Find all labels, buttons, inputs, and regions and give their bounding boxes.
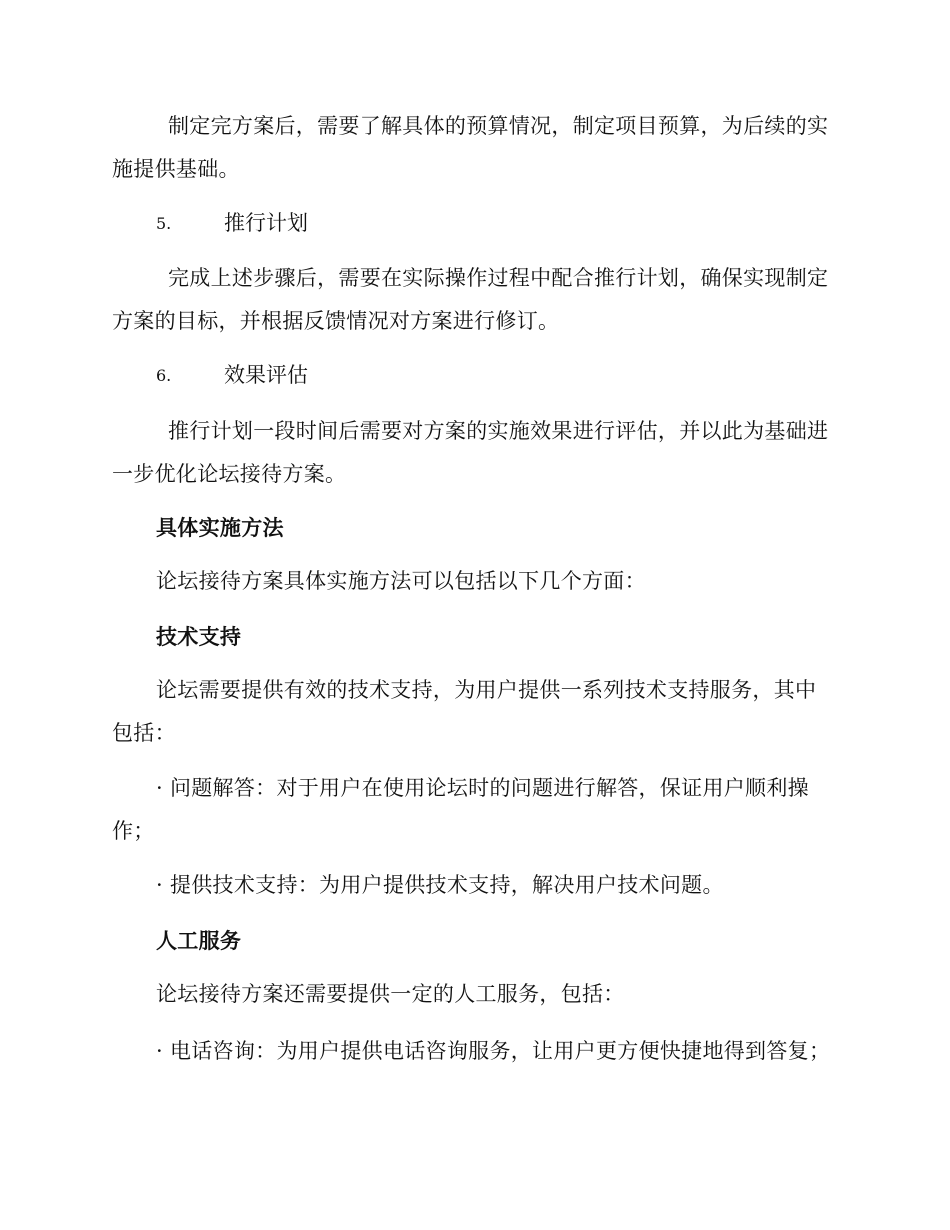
section-heading-human-service: 人工服务 bbox=[156, 929, 242, 953]
list-number: 6. bbox=[156, 366, 172, 385]
paragraph-rollout: 完成上述步骤后，需要在实际操作过程中配合推行计划，确保实现制定方案的目标，并根据反馈情况对方案进行修订。 bbox=[112, 266, 829, 333]
bullet-question-answering: · 问题解答：对于用户在使用论坛时的问题进行解答，保证用户顺利操作； bbox=[112, 776, 809, 843]
bullet-phone-consultation: · 电话咨询：为用户提供电话咨询服务，让用户更方便快捷地得到答复； bbox=[156, 1039, 831, 1063]
section-heading-implementation: 具体实施方法 bbox=[156, 516, 284, 540]
bullet-provide-tech-support: · 提供技术支持：为用户提供技术支持，解决用户技术问题。 bbox=[156, 873, 724, 897]
paragraph-budget: 制定完方案后，需要了解具体的预算情况，制定项目预算，为后续的实施提供基础。 bbox=[112, 114, 829, 181]
paragraph-implementation-intro: 论坛接待方案具体实施方法可以包括以下几个方面： bbox=[156, 569, 646, 593]
numbered-heading-5 bbox=[156, 202, 832, 245]
list-label: 推行计划 bbox=[224, 211, 308, 235]
paragraph-evaluation: 推行计划一段时间后需要对方案的实施效果进行评估，并以此为基础进一步优化论坛接待方案。 bbox=[112, 419, 829, 486]
list-label: 效果评估 bbox=[224, 363, 308, 387]
section-heading-tech-support: 技术支持 bbox=[156, 625, 242, 649]
numbered-heading-6 bbox=[156, 354, 832, 397]
paragraph-human-service: 论坛接待方案还需要提供一定的人工服务，包括： bbox=[156, 982, 625, 1006]
paragraph-tech-support: 论坛需要提供有效的技术支持，为用户提供一系列技术支持服务，其中包括： bbox=[112, 678, 817, 745]
list-number: 5. bbox=[156, 214, 172, 233]
